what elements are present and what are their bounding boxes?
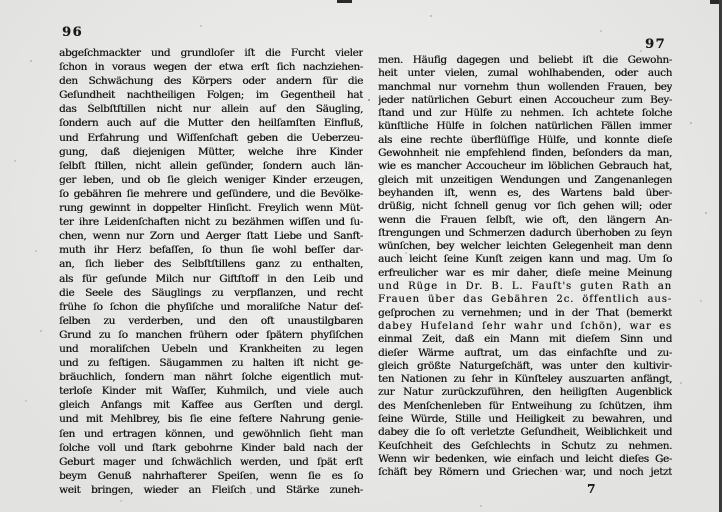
text-line: Geburt mager und ſchwächlich werden, und ſpät erſt xyxy=(59,455,363,468)
text-line: gleich Anfangs mit Kaffee aus Gerſten und dergl. xyxy=(59,399,363,412)
signature-mark: 7 xyxy=(587,482,596,496)
text-line: wie es mancher Accoucheur im löblichen Gebrauch hat, xyxy=(378,160,672,173)
text-line: ſo gebähren ſie mehrere und geſündere, und die Bevölke- xyxy=(59,187,363,200)
text-line: manchmal nur vornehm thun wollenden Frauen, bey xyxy=(378,80,672,93)
text-line: Keuſchheit des Geſchlechts in Schutz zu nehmen. xyxy=(378,439,672,452)
text-line: ſchon in voraus wegen der etwa erſt ſich nachziehen- xyxy=(59,61,363,74)
text-line: und Rüge in Dr. B. L. Fauſt's guten Rath an xyxy=(378,281,672,293)
text-line: Wenn wir bedenken, wie einfach und leicht dieſes Ge- xyxy=(378,452,672,465)
text-line: ſchäft bey Römern und Griechen war, und noch jetzt xyxy=(378,466,672,479)
text-line: dieſer Wärme auftrat, um das einfachſte und zu- xyxy=(378,346,672,359)
text-line: die Seele des Säuglings zu verpflanzen, und recht xyxy=(59,286,363,299)
scan-artifact-top-dash-right xyxy=(710,0,719,4)
text-line: Geſundheit nachtheiligen Folgen; im Gegentheil hat xyxy=(59,89,363,102)
page-right-text-block xyxy=(378,54,672,480)
text-line: und zu feſtigen. Säugammen zu halten iſt nicht ge- xyxy=(59,357,363,370)
text-line: ſeine Würde, Stille und Heiligkeit zu bewahren, und xyxy=(378,413,672,426)
text-line: zur Natur zurückzuführen, den heiligſten Augenblick xyxy=(378,386,672,399)
page-left-text-block xyxy=(59,46,363,497)
text-line: ſtrengungen und Schmerzen dadurch überhoben zu ſeyn xyxy=(378,226,672,239)
text-line: den Schwächung des Körpers oder andern für die xyxy=(59,75,363,88)
text-line: ſtand und zur Hülfe zu nehmen. Ich achtete ſolche xyxy=(378,107,672,120)
text-line: beym Genuß nahrhafterer Speiſen, wenn ſie es ſo xyxy=(59,469,363,482)
text-line: gleich mit unzeitigen Wendungen und Zangenanlegen xyxy=(378,173,672,186)
text-line: dabey die ſo oft verletzte Geſundheit, Weiblichkeit und xyxy=(378,426,672,439)
text-line: weit bringen, wieder an Fleiſch und Stärke zuneh- xyxy=(59,483,363,496)
text-line: ſen und ertragen können, und gewöhnlich ſieht man xyxy=(59,427,363,440)
text-line: wünſchen, bey welcher leichten Gelegenheit man denn xyxy=(378,240,672,253)
text-line: ger leben, und ob ſie gleich weniger Kinder erzeugen, xyxy=(59,173,363,186)
page-number-left: 96 xyxy=(62,25,84,40)
text-line: rung gewinnt in doppelter Hinſicht. Freylich wenn Müt- xyxy=(59,202,363,215)
text-line: abgeſchmackter und grundloſer iſt die Furcht vieler xyxy=(59,47,363,59)
text-line: an, ſich lieber des Selbſtſtillens ganz zu enthalten, xyxy=(59,258,363,271)
text-line: wenn die Frauen ſelbſt, wie oft, den längern An- xyxy=(378,213,672,226)
text-line: das Selbſtſtillen nicht nur allein auf den Säugling, xyxy=(59,103,363,116)
text-line: Grund zu ſo manchen frühern oder ſpätern phyſiſchen xyxy=(59,328,363,341)
text-line: ſolche voll und ſtark gebohrne Kinder bald nach der xyxy=(59,441,363,454)
text-line: ter ihre Leidenſchaften nicht zu bezähmen wiſſen und ſu- xyxy=(59,216,363,229)
text-line: und Erfahrung und Wiſſenſchaft geben die Ueberzeu- xyxy=(59,131,363,144)
text-line: einmal Zeit, daß ein Mann mit dieſem Sinn und xyxy=(378,333,672,346)
text-line: heit unter vielen, zumal wohlhabenden, oder auch xyxy=(378,67,672,80)
text-line: ſelbſt ſtillen, nicht allein geſünder, ſondern auch län- xyxy=(59,159,363,172)
text-line: muth ihr Herz befaſſen, ſo thun ſie wohl beſſer dar- xyxy=(59,244,363,257)
text-line: men. Häufig dagegen und beliebt iſt die Gewohn- xyxy=(378,54,672,66)
text-line: und moraliſchen Uebeln und Krankheiten zu legen xyxy=(59,342,363,355)
text-line: Gewohnheit nie empfehlend finden, beſonders da man, xyxy=(378,147,672,160)
text-line: beyhanden iſt, wenn es, des Wartens bald über- xyxy=(378,186,672,199)
page-number-right: 97 xyxy=(645,37,667,52)
text-line: gung, daß diejenigen Mütter, welche ihre Kinder xyxy=(59,145,363,158)
text-line: Frauen über das Gebähren 2c. öffentlich aus- xyxy=(378,294,672,306)
text-line: künſtliche Hülfe in ſolchen natürlichen Fällen immer xyxy=(378,120,672,133)
text-line: jeder natürlichen Geburt einen Accoucheur zum Bey- xyxy=(378,93,672,106)
text-line: des Menſchenleben für Entweihung zu ſchützen, ihm xyxy=(378,399,672,412)
text-line: und mit Mehlbrey, bis ſie eine feſtere Nahrung genie- xyxy=(59,413,363,426)
text-line: als eine rechte überflüſſige Hülfe, und konnte dieſe xyxy=(378,133,672,146)
text-line: ſondern auch auf die Mutter den heilſamſten Einfluß, xyxy=(59,117,363,130)
text-line: dabey Hufeland ſehr wahr und ſchön), war es xyxy=(378,320,672,332)
scan-noise-speckles xyxy=(0,0,2,2)
text-line: bräuchlich, ſondern man nährt ſolche eigentlich mut- xyxy=(59,371,363,384)
text-line: auch leicht ſeine Kunſt zeigen kann und mag. Um ſo xyxy=(378,253,672,266)
text-line: drüßig, nicht ſchnell genug vor ſich gehen will; oder xyxy=(378,200,672,213)
text-line: ſelben zu verderben, und den oft unaustilgbaren xyxy=(59,314,363,327)
text-line: terloſe Kinder mit Waſſer, Kuhmilch, und viele auch xyxy=(59,385,363,398)
text-line: erfreulicher war es mir daher, dieſe meine Meinung xyxy=(378,266,672,279)
text-line: ten Nationen zu ſehr in Künſteley auszuarten anfängt, xyxy=(378,373,672,386)
text-line: chen, wenn nur Zorn und Aerger ſtatt Liebe und Sanft- xyxy=(59,230,363,243)
text-line: als für geſunde Milch nur Giftſtoff in den Leib und xyxy=(59,272,363,285)
text-line: gleich größte Naturgeſchäft, was unter den kultivir- xyxy=(378,359,672,372)
text-line: geſprochen zu vernehmen; und in der That (bemerkt xyxy=(378,306,672,319)
scan-artifact-top-dash xyxy=(337,0,352,3)
text-line: frühe ſo ſchon die phyſiſche und moraliſche Natur deſ- xyxy=(59,300,363,313)
